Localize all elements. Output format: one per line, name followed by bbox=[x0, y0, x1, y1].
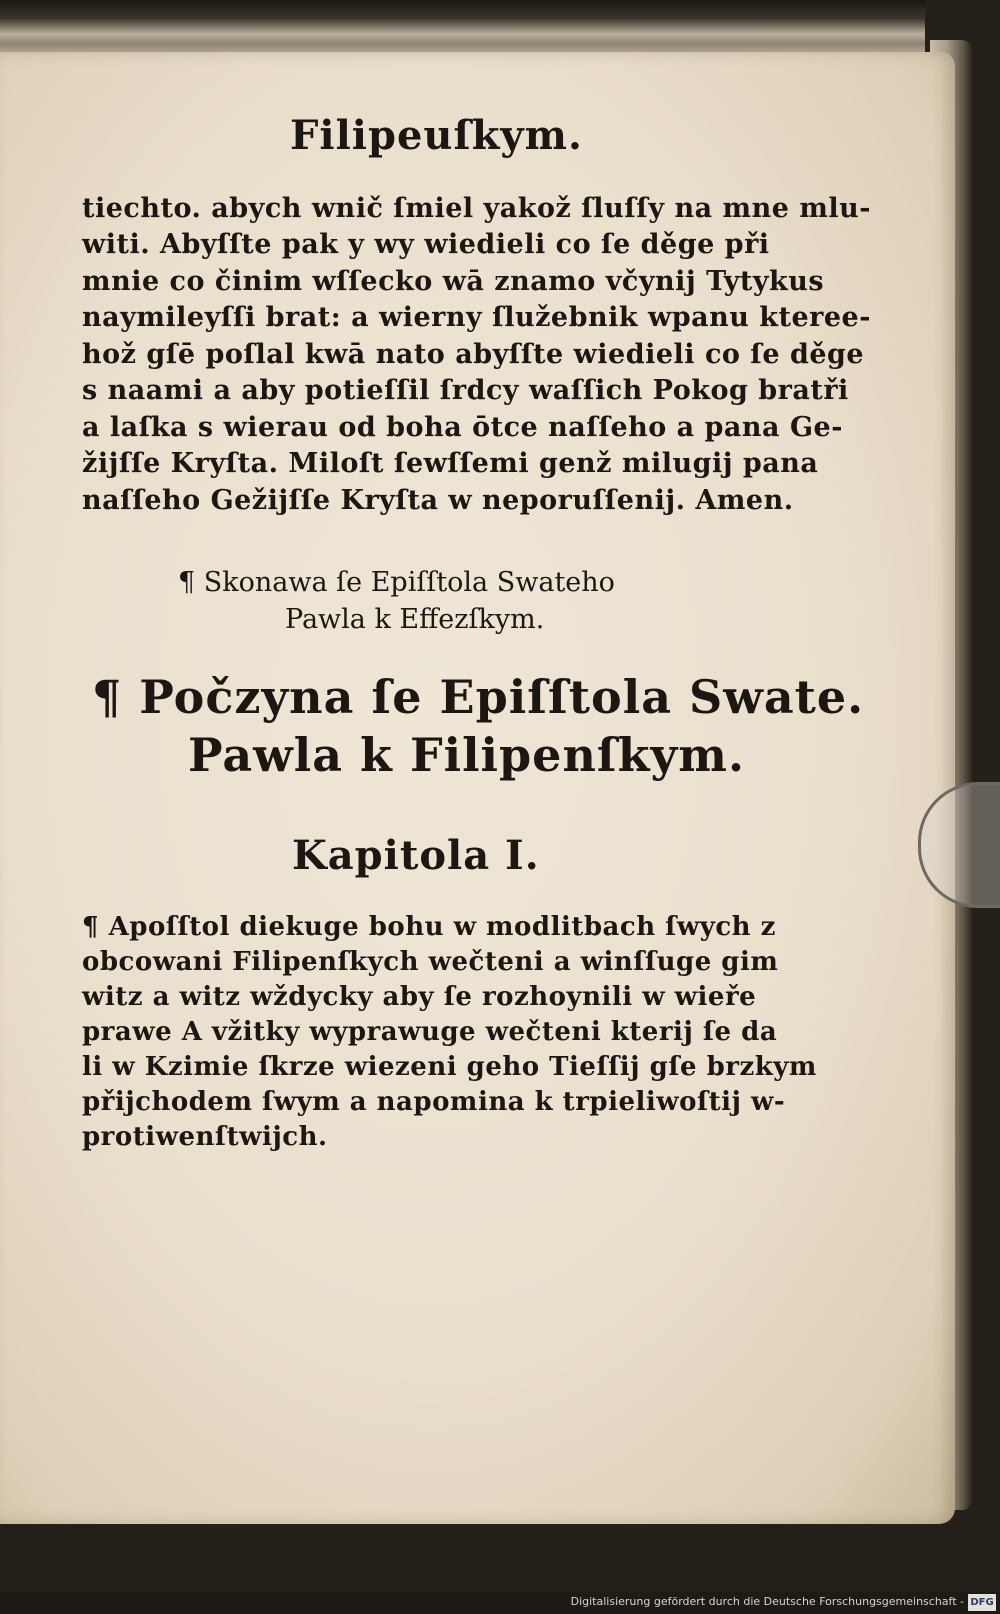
summary-line: protiwenſtwijch. bbox=[82, 1122, 328, 1152]
end-note-line: ¶ Skonawa ſe Epiſſtola Swateho bbox=[178, 567, 615, 598]
dfg-logo: DFG bbox=[968, 1594, 996, 1611]
end-note-line: Pawla k Effezſkym. bbox=[285, 604, 545, 635]
body-line: hož gſē poſlal kwā nato abyſſte wiedieli co ſe děge bbox=[82, 339, 865, 370]
epistle-title-line: ¶ Počzyna ſe Epiſſtola Swate. bbox=[92, 670, 865, 724]
body-line: mnie co činim wſſecko wā znamo včynij Tytykus bbox=[82, 266, 825, 297]
footer-credit: Digitalisierung gefördert durch die Deutsche Forschungsgemeinschaft - bbox=[570, 1595, 964, 1608]
summary-line: witz a witz wždycky aby ſe rozhoynili w wieře bbox=[82, 982, 757, 1012]
epistle-title-line: Pawla k Filipenſkym. bbox=[188, 728, 745, 782]
summary-line: ¶ Apoſſtol diekuge bohu w modlitbach ſwych z bbox=[82, 912, 776, 942]
chapter-heading: Kapitola I. bbox=[292, 832, 540, 879]
body-line: naſſeho Gežijſſe Kryſta w neporuſſenij. Amen. bbox=[82, 485, 794, 516]
summary-line: prawe A vžitky wyprawuge wečteni kterij ſe da bbox=[82, 1017, 778, 1047]
summary-line: přijchodem ſwym a napomina k trpieliwoſtij w- bbox=[82, 1087, 786, 1117]
body-line: naymileyſſi brat: a wierny ſlužebnik wpanu kteree- bbox=[82, 302, 871, 333]
summary-line: li w Kzimie ſkrze wiezeni geho Tieſſij gſe brzkym bbox=[82, 1052, 817, 1082]
summary-line: obcowani Filipenſkych wečteni a winſſuge gim bbox=[82, 947, 779, 977]
body-line: s naami a aby potieſſil ſrdcy waſſich Pokog bratři bbox=[82, 375, 849, 406]
digitization-footer bbox=[0, 1592, 1000, 1614]
running-head: Filipeuſkym. bbox=[290, 112, 583, 159]
body-line: tiechto. abych wnič ſmiel yakož ſluſſy na mne mlu- bbox=[82, 193, 871, 224]
body-line: a laſka s wierau od boha ōtce naſſeho a pana Ge- bbox=[82, 412, 843, 443]
body-line: witi. Abyſſte pak y wy wiedieli co ſe děge při bbox=[82, 229, 770, 260]
body-line: žijſſe Kryſta. Miloſt ſewſſemi genž milugij pana bbox=[82, 448, 819, 479]
